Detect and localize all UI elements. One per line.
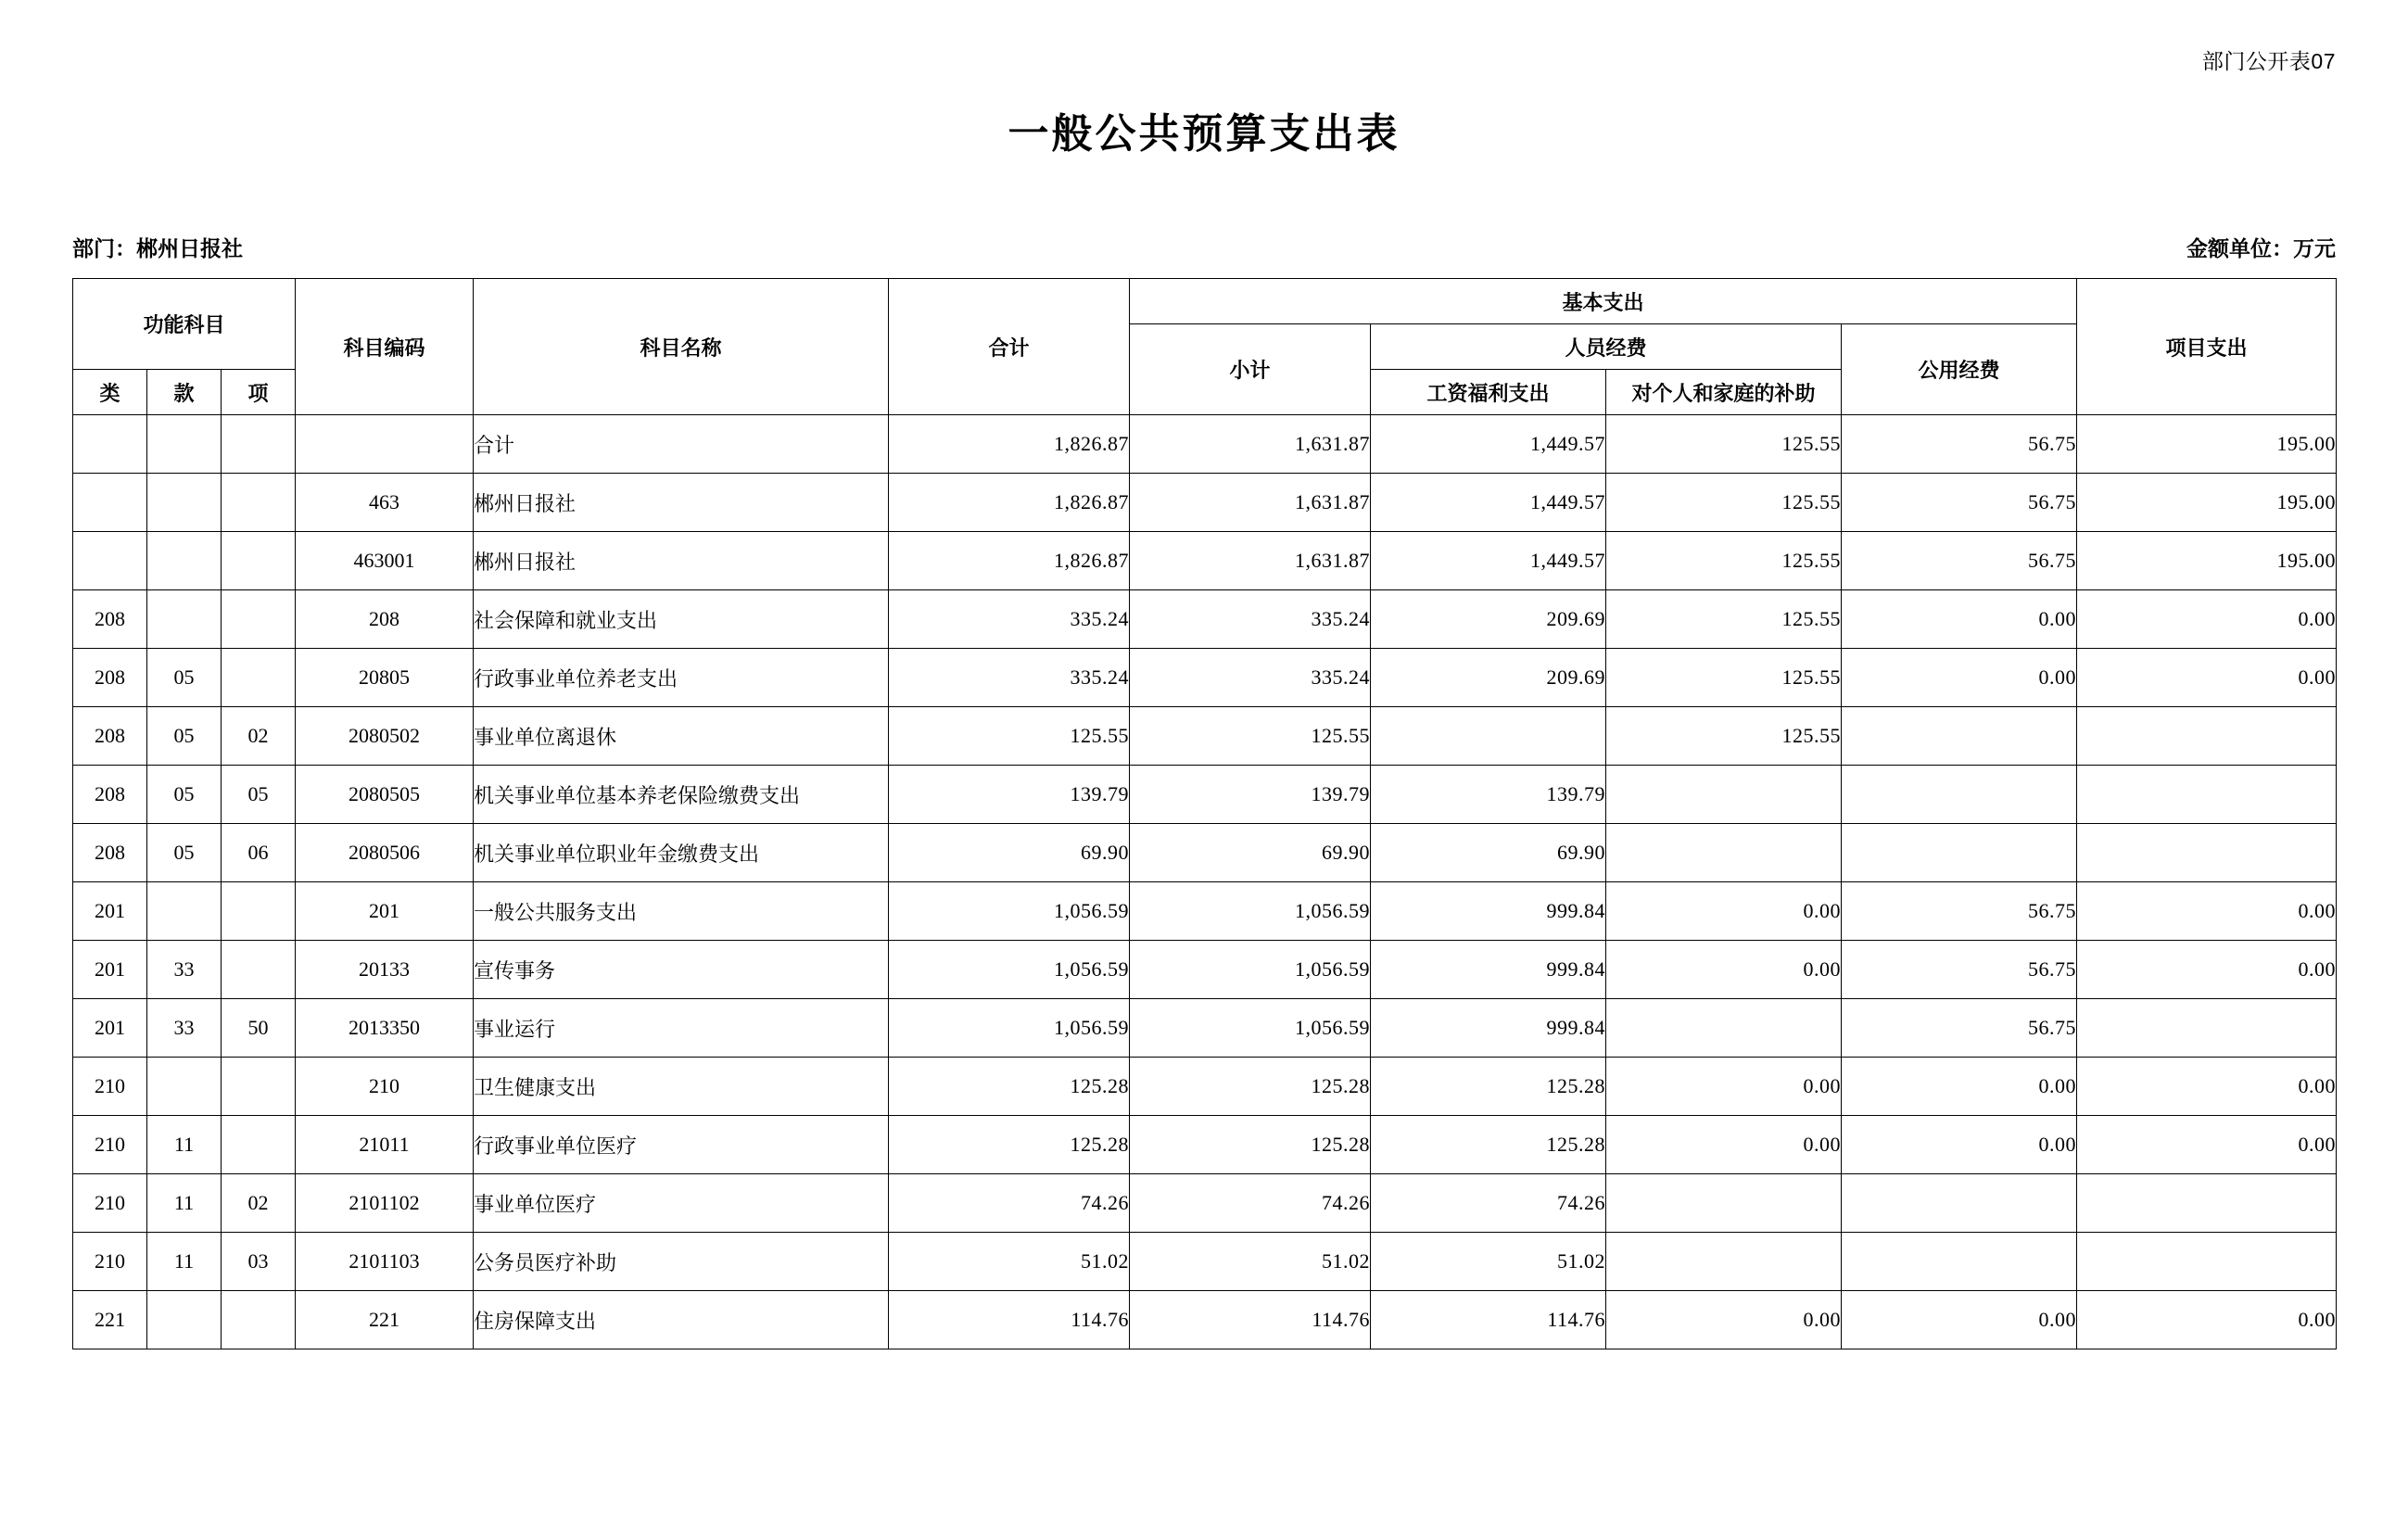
- cell-class: [73, 415, 147, 474]
- cell-project-expenditure: [2077, 1233, 2337, 1291]
- cell-item: 03: [222, 1233, 296, 1291]
- budget-table-body: [73, 415, 2337, 1349]
- cell-subject-code: 221: [296, 1291, 474, 1349]
- cell-project-expenditure: 195.00: [2077, 415, 2337, 474]
- cell-class: 201: [73, 999, 147, 1058]
- header-public-expense: 公用经费: [1842, 324, 2077, 415]
- cell-family-subsidy: 0.00: [1606, 1116, 1842, 1174]
- cell-class: 201: [73, 941, 147, 999]
- cell-subtotal: 1,631.87: [1130, 415, 1371, 474]
- cell-subtotal: 1,631.87: [1130, 532, 1371, 590]
- cell-project-expenditure: 0.00: [2077, 941, 2337, 999]
- cell-salary-welfare: [1371, 707, 1606, 766]
- cell-section: [147, 474, 222, 532]
- cell-class: [73, 474, 147, 532]
- cell-salary-welfare: 1,449.57: [1371, 532, 1606, 590]
- cell-subtotal: 1,056.59: [1130, 882, 1371, 941]
- header-project-expenditure: 项目支出: [2077, 279, 2337, 415]
- table-row: [73, 415, 2337, 474]
- table-row: [73, 941, 2337, 999]
- cell-project-expenditure: 0.00: [2077, 1291, 2337, 1349]
- cell-section: 05: [147, 707, 222, 766]
- table-row: [73, 1233, 2337, 1291]
- cell-class: 201: [73, 882, 147, 941]
- cell-family-subsidy: [1606, 824, 1842, 882]
- cell-subtotal: 125.28: [1130, 1116, 1371, 1174]
- cell-item: 50: [222, 999, 296, 1058]
- form-code-label: 部门公开表07: [2201, 49, 2336, 73]
- cell-project-expenditure: [2077, 766, 2337, 824]
- table-row: [73, 999, 2337, 1058]
- cell-subject-name: 宣传事务: [474, 941, 889, 999]
- cell-public-expense: 0.00: [1842, 1116, 2077, 1174]
- cell-family-subsidy: 125.55: [1606, 415, 1842, 474]
- table-row: [73, 882, 2337, 941]
- cell-section: [147, 415, 222, 474]
- cell-class: 208: [73, 590, 147, 649]
- cell-subject-code: 210: [296, 1058, 474, 1116]
- cell-public-expense: 56.75: [1842, 532, 2077, 590]
- header-subject-code: 科目编码: [296, 279, 474, 415]
- table-row: [73, 474, 2337, 532]
- cell-family-subsidy: 125.55: [1606, 474, 1842, 532]
- cell-subtotal: 1,056.59: [1130, 999, 1371, 1058]
- cell-total: 125.28: [889, 1058, 1130, 1116]
- cell-family-subsidy: 0.00: [1606, 1058, 1842, 1116]
- cell-subject-name: 公务员医疗补助: [474, 1233, 889, 1291]
- cell-subject-code: 20805: [296, 649, 474, 707]
- cell-subject-code: [296, 415, 474, 474]
- table-row: [73, 1058, 2337, 1116]
- cell-project-expenditure: 0.00: [2077, 882, 2337, 941]
- cell-subject-code: 463: [296, 474, 474, 532]
- department-label: 部门：郴州日报社: [72, 236, 243, 260]
- header-personnel-expense: 人员经费: [1371, 324, 1842, 370]
- cell-section: 33: [147, 999, 222, 1058]
- cell-public-expense: 0.00: [1842, 1058, 2077, 1116]
- cell-subject-code: 2013350: [296, 999, 474, 1058]
- cell-section: 11: [147, 1174, 222, 1233]
- cell-class: 210: [73, 1058, 147, 1116]
- cell-class: 208: [73, 824, 147, 882]
- cell-subtotal: 125.55: [1130, 707, 1371, 766]
- cell-item: [222, 1058, 296, 1116]
- cell-family-subsidy: 125.55: [1606, 590, 1842, 649]
- cell-subject-name: 行政事业单位医疗: [474, 1116, 889, 1174]
- cell-family-subsidy: [1606, 1233, 1842, 1291]
- cell-salary-welfare: 999.84: [1371, 999, 1606, 1058]
- cell-item: 06: [222, 824, 296, 882]
- cell-family-subsidy: [1606, 999, 1842, 1058]
- cell-salary-welfare: 999.84: [1371, 882, 1606, 941]
- cell-subject-name: 一般公共服务支出: [474, 882, 889, 941]
- cell-subject-code: 21011: [296, 1116, 474, 1174]
- table-row: [73, 532, 2337, 590]
- cell-salary-welfare: 209.69: [1371, 649, 1606, 707]
- cell-salary-welfare: 125.28: [1371, 1058, 1606, 1116]
- cell-family-subsidy: 0.00: [1606, 941, 1842, 999]
- cell-item: 05: [222, 766, 296, 824]
- cell-subject-code: 201: [296, 882, 474, 941]
- cell-family-subsidy: 0.00: [1606, 882, 1842, 941]
- cell-subject-code: 2080502: [296, 707, 474, 766]
- cell-project-expenditure: 195.00: [2077, 532, 2337, 590]
- header-total: 合计: [889, 279, 1130, 415]
- cell-section: [147, 590, 222, 649]
- cell-total: 335.24: [889, 590, 1130, 649]
- cell-section: [147, 1291, 222, 1349]
- cell-total: 51.02: [889, 1233, 1130, 1291]
- cell-salary-welfare: 69.90: [1371, 824, 1606, 882]
- header-func-subject: 功能科目: [73, 279, 296, 370]
- cell-public-expense: 0.00: [1842, 649, 2077, 707]
- cell-salary-welfare: 1,449.57: [1371, 474, 1606, 532]
- cell-public-expense: [1842, 707, 2077, 766]
- cell-subject-code: 2080505: [296, 766, 474, 824]
- cell-subject-code: 2101103: [296, 1233, 474, 1291]
- cell-section: 11: [147, 1233, 222, 1291]
- cell-subject-name: 事业单位离退休: [474, 707, 889, 766]
- cell-subject-name: 合计: [474, 415, 889, 474]
- header-class: 类: [73, 370, 147, 415]
- cell-salary-welfare: 51.02: [1371, 1233, 1606, 1291]
- cell-public-expense: 56.75: [1842, 999, 2077, 1058]
- table-row: [73, 649, 2337, 707]
- cell-class: 210: [73, 1233, 147, 1291]
- cell-family-subsidy: 125.55: [1606, 707, 1842, 766]
- cell-subject-code: 2101102: [296, 1174, 474, 1233]
- cell-subject-code: 2080506: [296, 824, 474, 882]
- cell-salary-welfare: 74.26: [1371, 1174, 1606, 1233]
- cell-item: [222, 1116, 296, 1174]
- cell-public-expense: [1842, 824, 2077, 882]
- header-subtotal: 小计: [1130, 324, 1371, 415]
- page-title: 一般公共预算支出表: [1008, 111, 1400, 157]
- cell-project-expenditure: [2077, 824, 2337, 882]
- cell-total: 125.55: [889, 707, 1130, 766]
- cell-subject-name: 住房保障支出: [474, 1291, 889, 1349]
- cell-subtotal: 114.76: [1130, 1291, 1371, 1349]
- cell-project-expenditure: 195.00: [2077, 474, 2337, 532]
- cell-class: 210: [73, 1174, 147, 1233]
- cell-item: [222, 1291, 296, 1349]
- cell-family-subsidy: [1606, 766, 1842, 824]
- cell-subtotal: 125.28: [1130, 1058, 1371, 1116]
- cell-project-expenditure: 0.00: [2077, 649, 2337, 707]
- cell-total: 1,056.59: [889, 999, 1130, 1058]
- cell-item: [222, 415, 296, 474]
- table-row: [73, 1174, 2337, 1233]
- cell-total: 114.76: [889, 1291, 1130, 1349]
- header-subject-name: 科目名称: [474, 279, 889, 415]
- cell-project-expenditure: [2077, 1174, 2337, 1233]
- cell-public-expense: 56.75: [1842, 941, 2077, 999]
- cell-total: 335.24: [889, 649, 1130, 707]
- cell-public-expense: 0.00: [1842, 590, 2077, 649]
- cell-section: 05: [147, 766, 222, 824]
- cell-total: 1,826.87: [889, 532, 1130, 590]
- cell-salary-welfare: 139.79: [1371, 766, 1606, 824]
- cell-section: 05: [147, 824, 222, 882]
- cell-subject-name: 事业运行: [474, 999, 889, 1058]
- cell-subtotal: 74.26: [1130, 1174, 1371, 1233]
- cell-section: 05: [147, 649, 222, 707]
- cell-subject-name: 事业单位医疗: [474, 1174, 889, 1233]
- budget-table: [72, 278, 2337, 1349]
- cell-project-expenditure: 0.00: [2077, 1116, 2337, 1174]
- cell-class: 208: [73, 766, 147, 824]
- table-row: [73, 766, 2337, 824]
- cell-section: 33: [147, 941, 222, 999]
- cell-section: 11: [147, 1116, 222, 1174]
- cell-subtotal: 1,056.59: [1130, 941, 1371, 999]
- cell-subject-name: 郴州日报社: [474, 532, 889, 590]
- cell-subject-name: 行政事业单位养老支出: [474, 649, 889, 707]
- cell-total: 1,056.59: [889, 941, 1130, 999]
- cell-salary-welfare: 209.69: [1371, 590, 1606, 649]
- cell-subject-name: 机关事业单位职业年金缴费支出: [474, 824, 889, 882]
- cell-subject-name: 郴州日报社: [474, 474, 889, 532]
- cell-public-expense: [1842, 766, 2077, 824]
- amount-unit-label: 金额单位：万元: [2186, 236, 2336, 260]
- cell-subtotal: 51.02: [1130, 1233, 1371, 1291]
- cell-total: 1,056.59: [889, 882, 1130, 941]
- cell-class: 210: [73, 1116, 147, 1174]
- cell-family-subsidy: [1606, 1174, 1842, 1233]
- cell-item: [222, 474, 296, 532]
- cell-section: [147, 1058, 222, 1116]
- cell-project-expenditure: [2077, 999, 2337, 1058]
- cell-class: [73, 532, 147, 590]
- cell-salary-welfare: 125.28: [1371, 1116, 1606, 1174]
- table-row: [73, 707, 2337, 766]
- cell-family-subsidy: 125.55: [1606, 649, 1842, 707]
- header-basic-expenditure: 基本支出: [1130, 279, 2077, 324]
- table-row: [73, 590, 2337, 649]
- cell-project-expenditure: 0.00: [2077, 1058, 2337, 1116]
- cell-item: 02: [222, 1174, 296, 1233]
- cell-subtotal: 335.24: [1130, 649, 1371, 707]
- cell-salary-welfare: 1,449.57: [1371, 415, 1606, 474]
- header-item: 项: [222, 370, 296, 415]
- cell-total: 125.28: [889, 1116, 1130, 1174]
- cell-subtotal: 335.24: [1130, 590, 1371, 649]
- cell-section: [147, 882, 222, 941]
- header-salary-welfare: 工资福利支出: [1371, 370, 1606, 415]
- header-section: 款: [147, 370, 222, 415]
- table-row: [73, 1291, 2337, 1349]
- cell-project-expenditure: [2077, 707, 2337, 766]
- cell-item: 02: [222, 707, 296, 766]
- cell-family-subsidy: 0.00: [1606, 1291, 1842, 1349]
- cell-item: [222, 649, 296, 707]
- cell-public-expense: 56.75: [1842, 882, 2077, 941]
- cell-total: 1,826.87: [889, 415, 1130, 474]
- cell-public-expense: [1842, 1174, 2077, 1233]
- cell-total: 69.90: [889, 824, 1130, 882]
- cell-subject-name: 机关事业单位基本养老保险缴费支出: [474, 766, 889, 824]
- cell-subject-name: 社会保障和就业支出: [474, 590, 889, 649]
- cell-public-expense: [1842, 1233, 2077, 1291]
- cell-subtotal: 1,631.87: [1130, 474, 1371, 532]
- table-row: [73, 824, 2337, 882]
- cell-item: [222, 590, 296, 649]
- cell-project-expenditure: 0.00: [2077, 590, 2337, 649]
- cell-total: 139.79: [889, 766, 1130, 824]
- cell-class: 208: [73, 649, 147, 707]
- header-family-subsidy: 对个人和家庭的补助: [1606, 370, 1842, 415]
- cell-salary-welfare: 999.84: [1371, 941, 1606, 999]
- cell-subject-code: 208: [296, 590, 474, 649]
- table-row: [73, 1116, 2337, 1174]
- cell-public-expense: 56.75: [1842, 474, 2077, 532]
- cell-public-expense: 56.75: [1842, 415, 2077, 474]
- cell-salary-welfare: 114.76: [1371, 1291, 1606, 1349]
- cell-item: [222, 941, 296, 999]
- cell-total: 74.26: [889, 1174, 1130, 1233]
- cell-subtotal: 69.90: [1130, 824, 1371, 882]
- cell-public-expense: 0.00: [1842, 1291, 2077, 1349]
- meta-row: [72, 232, 2336, 260]
- cell-subtotal: 139.79: [1130, 766, 1371, 824]
- cell-subject-name: 卫生健康支出: [474, 1058, 889, 1116]
- cell-class: 208: [73, 707, 147, 766]
- cell-item: [222, 882, 296, 941]
- cell-total: 1,826.87: [889, 474, 1130, 532]
- cell-section: [147, 532, 222, 590]
- cell-item: [222, 532, 296, 590]
- cell-class: 221: [73, 1291, 147, 1349]
- cell-family-subsidy: 125.55: [1606, 532, 1842, 590]
- cell-subject-code: 463001: [296, 532, 474, 590]
- cell-subject-code: 20133: [296, 941, 474, 999]
